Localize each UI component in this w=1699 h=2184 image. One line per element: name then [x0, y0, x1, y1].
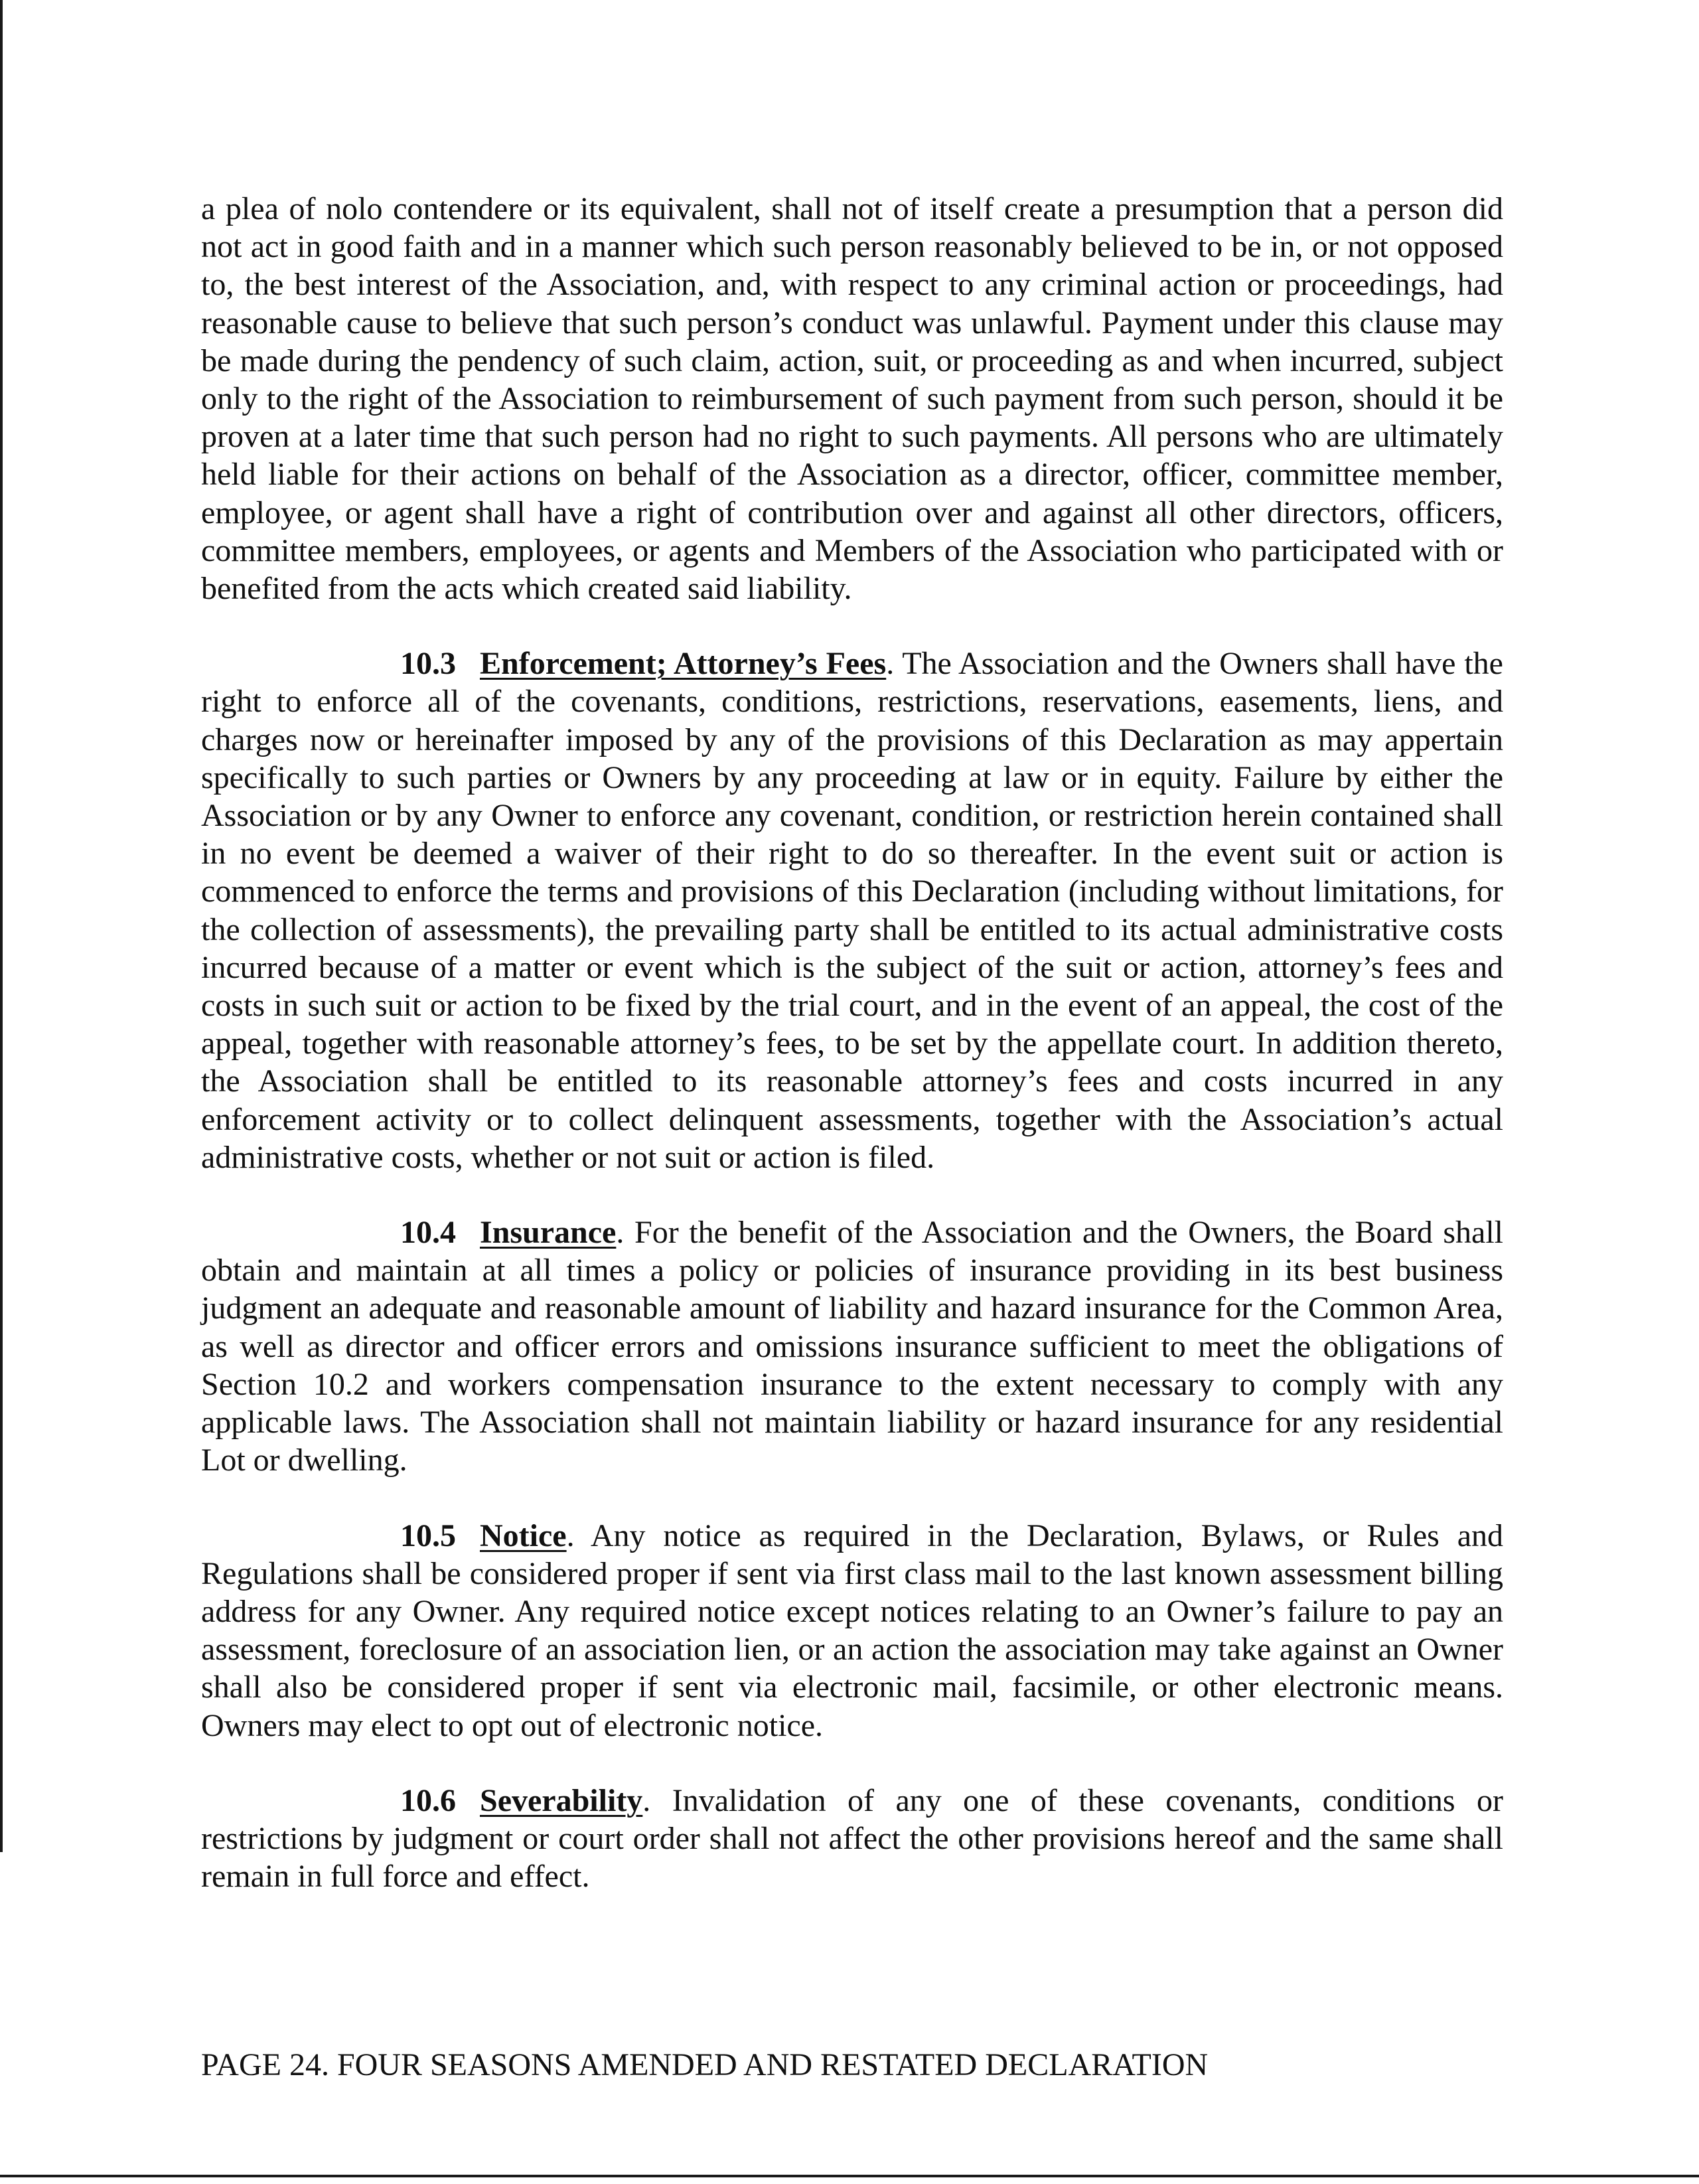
page-footer: PAGE 24. FOUR SEASONS AMENDED AND RESTATED DECLARATION: [201, 2047, 1209, 2082]
scan-bottom-border: [0, 2175, 1699, 2177]
document-body: [201, 190, 1503, 1895]
intro-paragraph: a plea of nolo contendere or its equivalent, shall not of itself create a presumption that a person did not act in good faith and in a manner which such person reasonably believed to be in, or not opposed to, the best interest of the Association, and, with respect to any criminal action or proceedings, had reasonable cause to believe that such person’s conduct was unlawful. Payment under this clause may be made during the pendency of such claim, action, suit, or proceeding as and when incurred, subject only to the right of the Association to reimbursement of such payment from such person, should it be proven at a later time that such person had no right to such payments. All persons who are ultimately held liable for their actions on behalf of the Association as a director, officer, committee member, employee, or agent shall have a right of contribution over and against all other directors, officers, committee members, employees, or agents and Members of the Association who participated with or benefited from the acts which created said liability.: [201, 191, 1503, 607]
section-heading: Insurance: [480, 1215, 617, 1251]
section-heading: Notice: [480, 1518, 567, 1553]
section-number: 10.5: [400, 1518, 456, 1553]
section-10-5: [201, 1517, 1503, 1745]
section-number: 10.4: [400, 1215, 456, 1251]
section-10-3: [201, 645, 1503, 1176]
section-10-4: [201, 1213, 1503, 1479]
section-number: 10.3: [400, 646, 456, 682]
section-text: . Any notice as required in the Declaration, Bylaws, or Rules and Regulations shall be considered proper if sent via first class mail to the last known assessment billing address for any Owner. Any required notice except notices relating to an Owner’s failure to pay an assessment, foreclosure of an association lien, or an action the association may take against an Owner shall also be considered proper if sent via electronic mail, facsimile, or other electronic means. Owners may elect to opt out of electronic notice.: [201, 1518, 1503, 1743]
section-heading: Enforcement; Attorney’s Fees: [480, 646, 887, 682]
scan-left-border: [0, 0, 3, 1852]
section-number: 10.6: [400, 1782, 456, 1818]
section-10-6: [201, 1782, 1503, 1896]
section-text: . For the benefit of the Association and the Owners, the Board shall obtain and maintain at all times a policy or policies of insurance providing in its best business judgment an adequate and reasonable amount of liability and hazard insurance for the Common Area, as well as director and officer errors and omissions insurance sufficient to meet the obligations of Section 10.2 and workers compensation insurance to the extent necessary to comply with any applicable laws. The Association shall not maintain liability or hazard insurance for any residential Lot or dwelling.: [201, 1215, 1503, 1478]
section-text: . Invalidation of any one of these covenants, conditions or restrictions by judgment or court order shall not affect the other provisions hereof and the same shall remain in full force and effect.: [201, 1782, 1503, 1895]
section-heading: Severability: [480, 1782, 643, 1818]
section-text: . The Association and the Owners shall have the right to enforce all of the covenants, conditions, restrictions, reservations, easements, liens, and charges now or hereinafter imposed by any of the provisions of this Declaration as may appertain specifically to such parties or Owners by any proceeding at law or in equity. Failure by either the Association or by any Owner to enforce any covenant, condition, or restriction herein contained shall in no event be deemed a waiver of their right to do so thereafter. In the event suit or action is commenced to enforce the terms and provisions of this Declaration (including without limitations, for the collection of assessments), the prevailing party shall be entitled to its actual administrative costs incurred because of a matter or event which is the subject of the suit or action, attorney’s fees and costs in such suit or action to be fixed by the trial court, and in the event of an appeal, the cost of the appeal, together with reasonable attorney’s fees, to be set by the appellate court. In addition thereto, the Association shall be entitled to its reasonable attorney’s fees and costs incurred in any enforcement activity or to collect delinquent assessments, together with the Association’s actual administrative costs, whether or not suit or action is filed.: [201, 646, 1503, 1175]
